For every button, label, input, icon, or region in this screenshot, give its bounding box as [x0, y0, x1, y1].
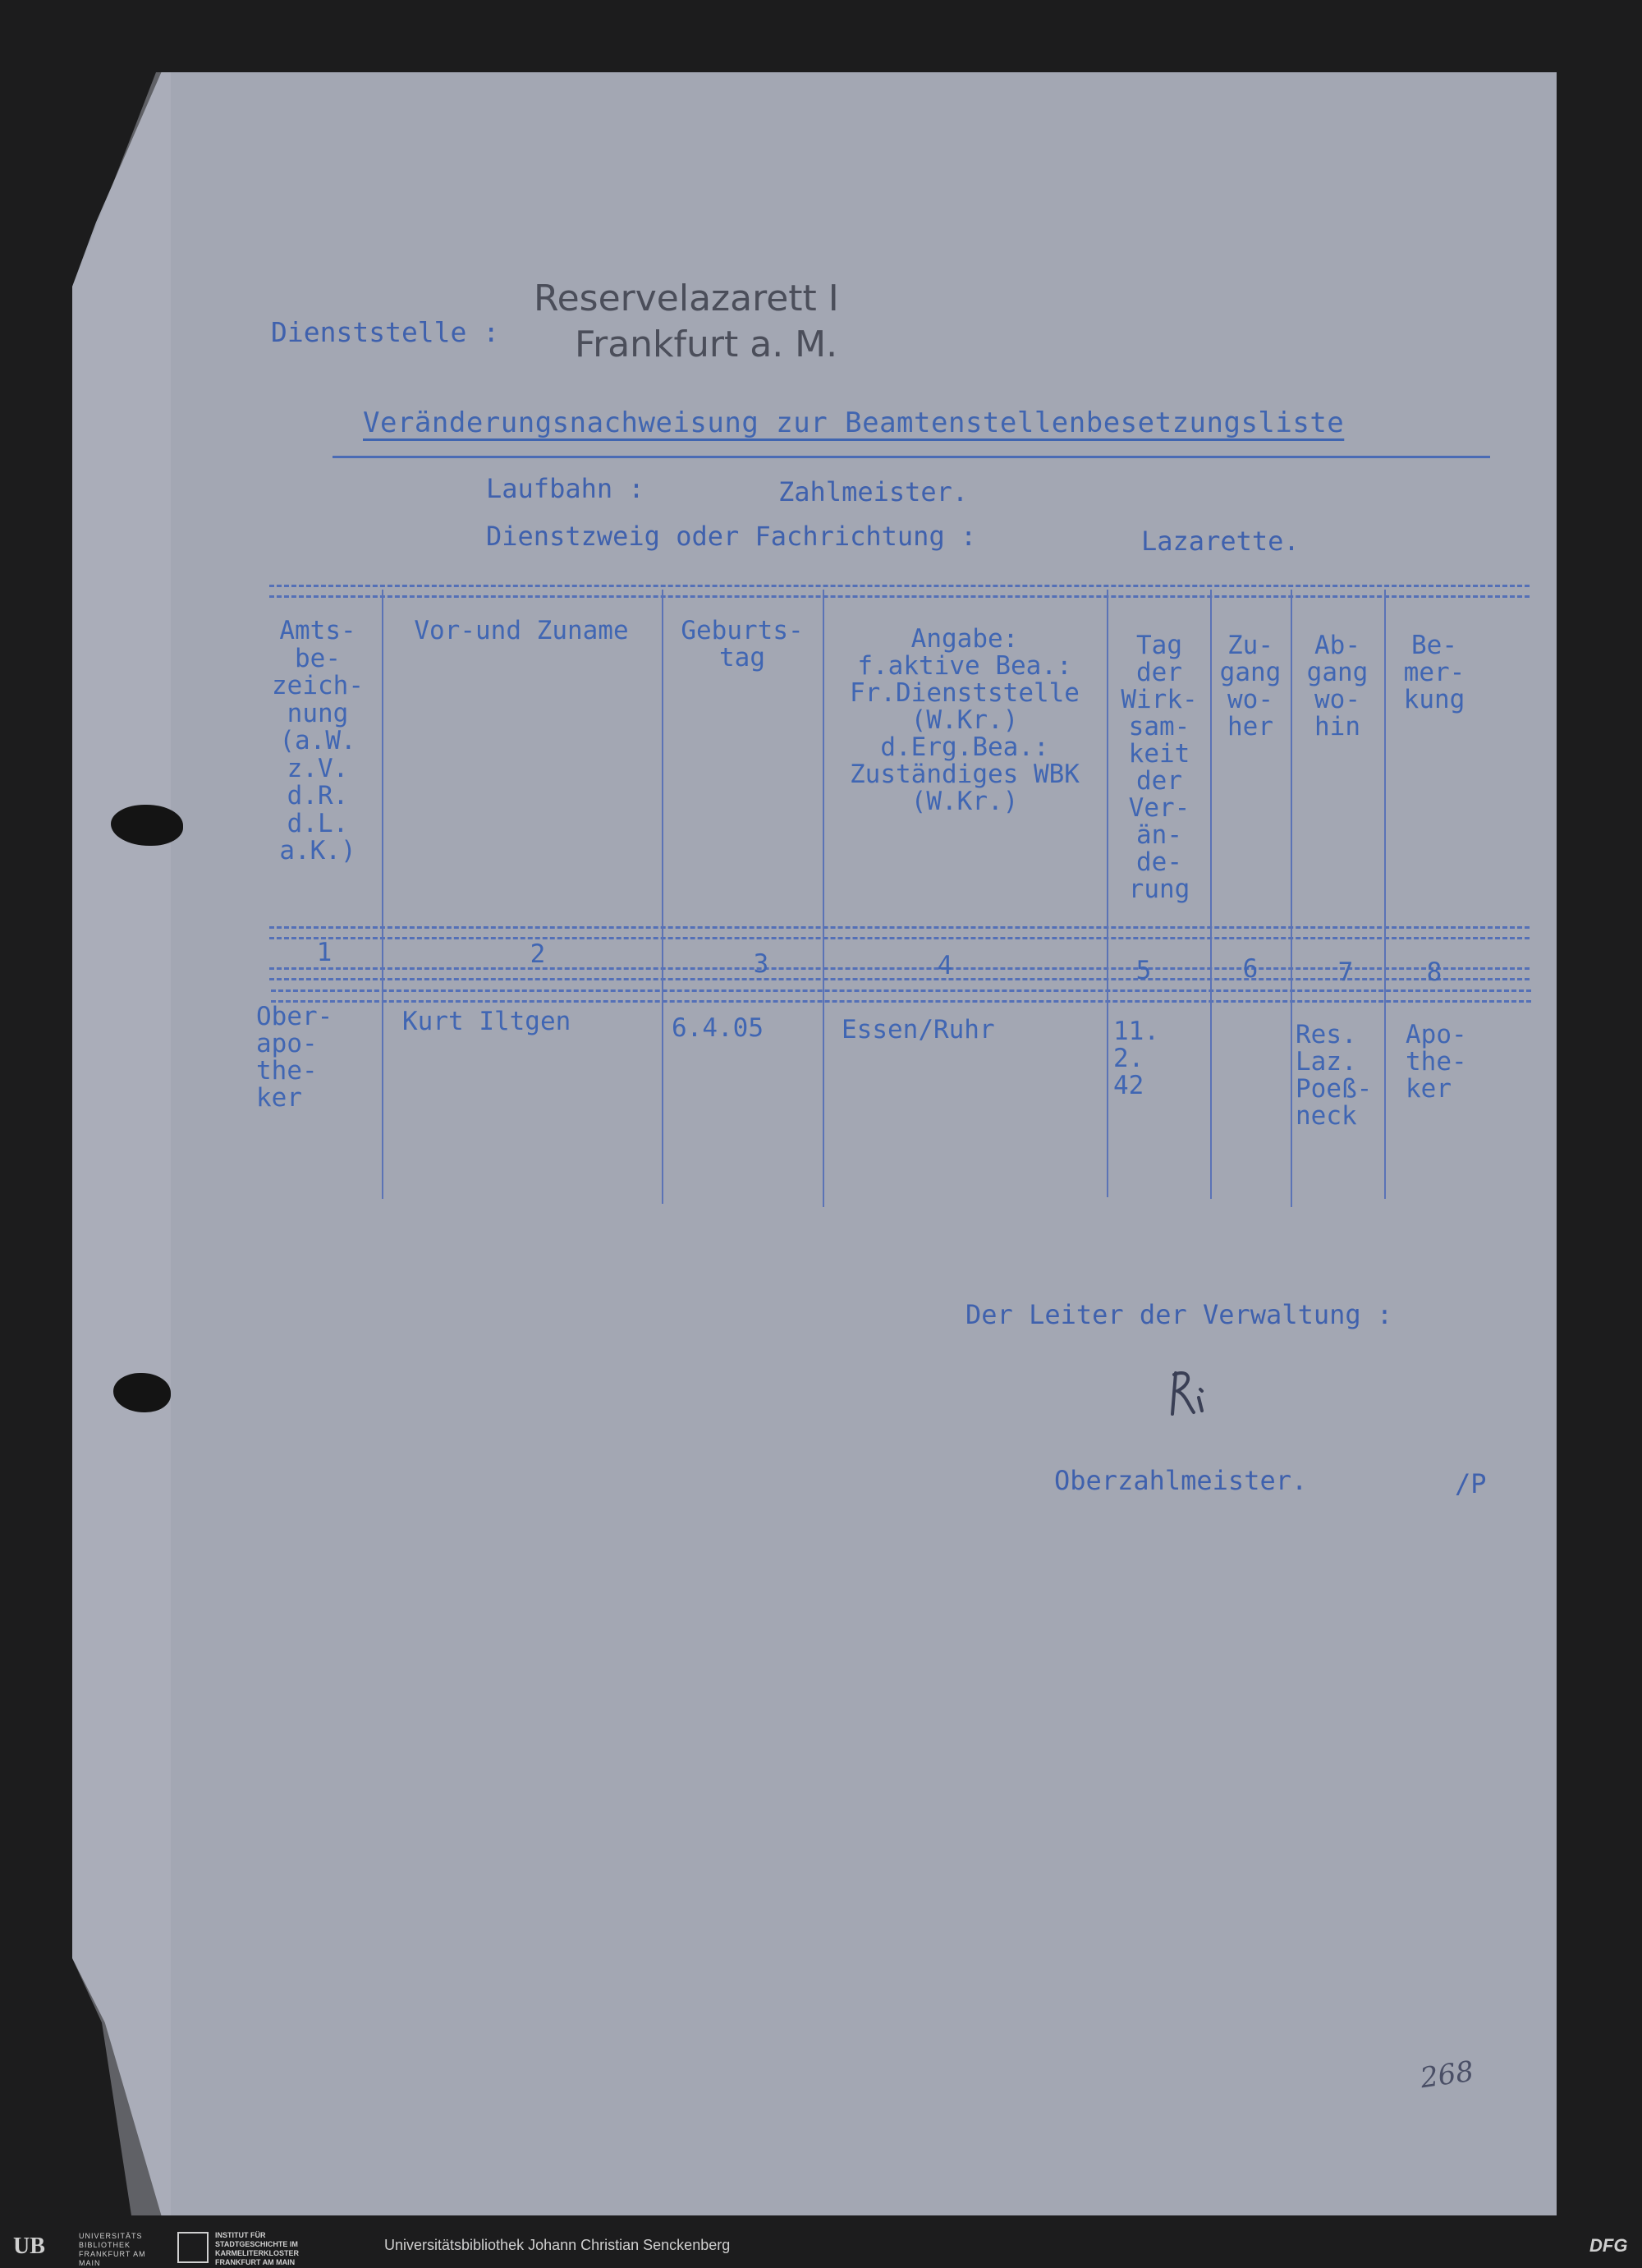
handwritten-page-number: 268 — [1418, 2055, 1476, 2096]
signature-initials: /P — [1455, 1468, 1487, 1499]
table-cell-geburtstag: 6.4.05 — [672, 1013, 764, 1043]
col-header-abgang: Ab- gang wo- hin — [1306, 631, 1369, 741]
col-header-geburtstag: Geburts- tag — [681, 616, 804, 673]
col-header-name: Vor-und Zuname — [414, 616, 629, 645]
table-top-rule — [269, 585, 1530, 598]
laufbahn-value: Zahlmeister. — [778, 476, 969, 507]
dienstzweig-value: Lazarette. — [1141, 526, 1300, 557]
column-divider — [382, 590, 383, 1199]
col-number: 1 — [316, 938, 333, 967]
col-header-tag-wirksamkeit: Tag der Wirk- sam- keit der Ver- än- de- rung — [1121, 631, 1198, 904]
col-header-amtsbezeichnung: Amts- be- zeich- nung (a.W. z.V. d.R. d.L. a.K.) — [272, 616, 364, 865]
col-number: 2 — [530, 939, 546, 969]
col-number: 6 — [1242, 954, 1259, 984]
col-header-angabe: Angabe: f.aktive Bea.: Fr.Dienststelle (W.Kr.) d.Erg.Bea.: Zuständiges WBK (W.Kr.) — [850, 624, 1080, 816]
handwritten-signature — [1164, 1363, 1230, 1429]
col-number: 5 — [1135, 956, 1152, 985]
stamp-line1: Reservelazarett I — [534, 278, 839, 319]
col-number: 3 — [753, 949, 769, 979]
library-name: Universitätsbibliothek Johann Christian Senckenberg — [384, 2237, 731, 2253]
document-title: Veränderungsnachweisung zur Beamtenstellenbesetzungsliste — [363, 406, 1345, 439]
isg-institution-text: INSTITUT FÜR STADTGESCHICHTE IM KARMELITERKLOSTER FRANKFURT AM MAIN — [215, 2231, 299, 2266]
table-cell-bemerkung: Apo- the- ker — [1406, 1020, 1467, 1104]
title-underline — [333, 456, 1490, 458]
ub-logo-icon: UB — [13, 2234, 45, 2259]
isg-logo-icon — [177, 2232, 209, 2263]
col-header-zugang: Zu- gang wo- her — [1219, 631, 1282, 741]
table-cell-abgang: Res. Laz. Poeß- neck — [1296, 1020, 1373, 1131]
table-cell-tag: 11. 2. 42 — [1113, 1017, 1159, 1100]
archive-footer — [0, 2227, 1642, 2265]
dienststelle-label: Dienststelle : — [271, 316, 500, 348]
ub-institution-text: UNIVERSITÄTS BIBLIOTHEK FRANKFURT AM MAIN — [79, 2232, 146, 2267]
laufbahn-label: Laufbahn : — [486, 473, 644, 504]
table-cell-name: Kurt Iltgen — [402, 1007, 571, 1036]
col-number: 4 — [937, 951, 953, 980]
dfg-logo-icon: DFG — [1589, 2235, 1628, 2256]
punch-hole — [113, 1373, 171, 1412]
table-cell-amtsbezeichnung: Ober- apo- the- ker — [256, 1002, 333, 1113]
table-header-rule — [269, 926, 1530, 939]
col-number: 8 — [1426, 957, 1442, 987]
table-cell-angabe: Essen/Ruhr — [842, 1015, 995, 1044]
col-header-bemerkung: Be- mer- kung — [1403, 631, 1465, 714]
table-body-rule — [271, 989, 1531, 1003]
document-paper — [72, 72, 1557, 2215]
col-number: 7 — [1337, 957, 1354, 987]
dienstzweig-label: Dienstzweig oder Fachrichtung : — [486, 521, 977, 552]
signature-rank: Oberzahlmeister. — [1054, 1465, 1308, 1496]
column-divider — [662, 590, 663, 1204]
stamp-line2: Frankfurt a. M. — [575, 324, 838, 365]
signature-label: Der Leiter der Verwaltung : — [965, 1299, 1393, 1330]
paper-fold — [72, 72, 171, 2215]
